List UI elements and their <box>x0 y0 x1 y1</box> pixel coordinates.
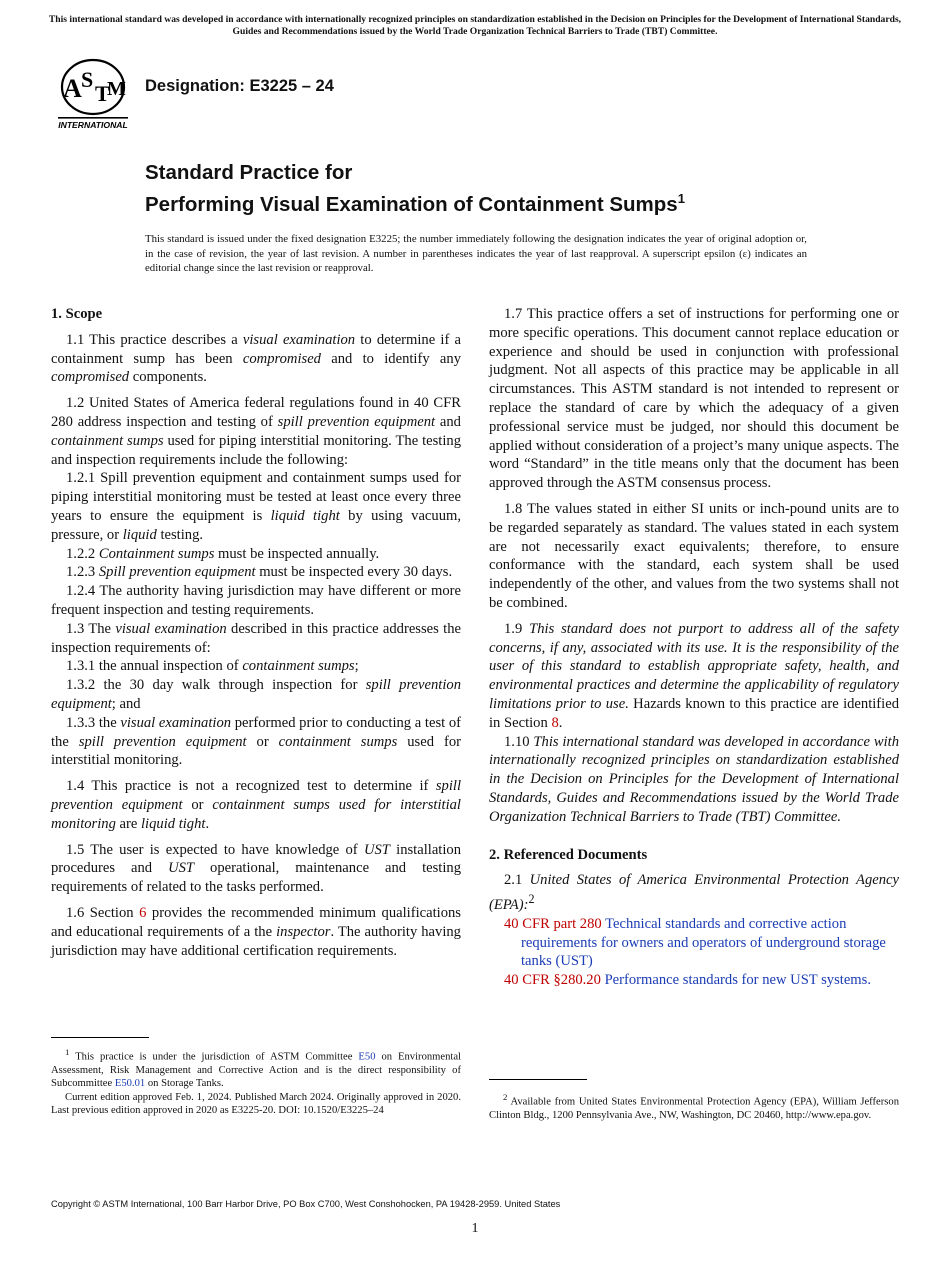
subcommittee-e50-01-link[interactable]: E50.01 <box>114 1078 146 1090</box>
svg-text:M: M <box>107 78 126 100</box>
footnote-1-edition: Current edition approved Feb. 1, 2024. Published March 2024. Originally approved in 2020. Last previous edition approved in 2020 as E3225-20. DOI: 10.1520/E3225–24 <box>51 1091 461 1117</box>
reference-1-code[interactable]: 40 CFR part 280 <box>504 915 602 932</box>
para-1-8: 1.8 The values stated in either SI units or inch-pound units are to be regarded separately as standard. The values stated in each system are not necessarily exact equivalents; therefore, to ensure conformance with the standard, each system shall be used independently of the other, and values from the two systems shall not be combined. <box>489 500 899 611</box>
footnote-2-ref[interactable]: 2 <box>528 892 535 907</box>
reference-1-title[interactable]: Technical standards and corrective action requirements for owners and operators of underground storage tanks (UST) <box>521 915 886 970</box>
page-number: 1 <box>471 1221 479 1236</box>
copyright: Copyright © ASTM International, 100 Barr Harbor Drive, PO Box C700, West Conshohocken, PA 19428-2959. United States <box>51 1199 561 1209</box>
para-2-1: 2.1 United States of America Environmental Protection Agency (EPA):$^2$ <box>489 872 900 913</box>
title-line-1: Standard Practice for <box>145 161 353 184</box>
para-1-6: 1.6 Section 6 provides the recommended minimum qualifications and educational requirements of a the inspector. The authority having jurisdiction may have additional certification requirements. <box>51 904 461 959</box>
para-1-2-4: 1.2.4 The authority having jurisdiction may have different or more frequent inspection and testing requirements. <box>51 583 461 618</box>
reference-2-code[interactable]: 40 CFR §280.20 <box>504 972 601 989</box>
section-8-link[interactable]: 8 <box>551 714 559 731</box>
para-1-4: 1.4 This practice is not a recognized test to determine if spill prevention equipment or containment sumps used for interstitial monitoring are liquid tight. <box>51 778 461 832</box>
reference-2-title[interactable]: Performance standards for new UST systems. <box>604 972 871 989</box>
reference-2 <box>489 971 899 990</box>
footnote-rule-left <box>51 1037 149 1038</box>
para-1-2-3: 1.2.3 Spill prevention equipment must be inspected every 30 days. <box>66 564 453 581</box>
para-1-3-1: 1.3.1 the annual inspection of containment sumps; <box>66 658 359 675</box>
astm-logo-icon <box>52 57 134 131</box>
section-1-heading: 1. Scope <box>51 306 103 322</box>
para-1-10: 1.10 This international standard was developed in accordance with internationally recognized principles on standardization established in the Decision on Principles for the Development of International Standards, Guides and Recommendations issued by the World Trade Organization Technical Barriers to Trade (TBT) Committee. <box>489 733 900 825</box>
issued-note: This standard is issued under the fixed designation E3225; the number immediately following the designation indicates the year of original adoption or, in the case of revision, the year of last revision. A number in parentheses indicates the year of last reapproval. A superscript epsilon (ε) indicates an editorial change since the last revision or reapproval. <box>145 233 807 274</box>
svg-text:S: S <box>81 67 94 92</box>
footnote-1 <box>51 1046 461 1118</box>
para-1-5: 1.5 The user is expected to have knowledge of UST installation procedures and UST operational, maintenance and testing requirements of related to the tasks performed. <box>51 841 462 896</box>
para-1-9: 1.9 This standard does not purport to address all of the safety concerns, if any, associated with its use. It is the responsibility of the user of this standard to establish appropriate safety, health, and environmental practices and determine the applicability of regulatory limitations prior to use. Hazards known to this practice are identified in Section 8. <box>489 620 899 731</box>
para-1-3-3: 1.3.3 the visual examination performed prior to conducting a test of the spill prevention equipment or containment sumps used for interstitial monitoring. <box>51 714 462 769</box>
svg-text:A: A <box>63 74 82 103</box>
section-6-link[interactable]: 6 <box>139 904 147 921</box>
committee-e50-link[interactable]: E50 <box>358 1051 376 1063</box>
para-1-3: 1.3 The visual examination described in this practice addresses the inspection requirements of: <box>51 620 461 656</box>
footnote-2 <box>489 1091 899 1122</box>
logo-caption: INTERNATIONAL <box>58 120 128 130</box>
para-1-7: 1.7 This practice offers a set of instructions for performing one or more specific operations. This document cannot replace education or experience and should be used in conjunction with professional judgment. Not all aspects of this practice may be applicable in all circumstances. This ASTM standard is not intended to represent or replace the standard of care by which the adequacy of a given professional service must be judged, nor should this document be applied without consideration of a project’s many unique aspects. The word “Standard” in the title means only that the document has been approved through the ASTM consensus process. <box>489 306 899 492</box>
title-line-2: Performing Visual Examination of Containment Sumps$^1$ <box>145 191 685 216</box>
reference-1 <box>489 915 899 971</box>
title-footnote-mark: 1 <box>677 191 685 206</box>
para-1-2: 1.2 United States of America federal regulations found in 40 CFR 280 address inspection and testing of spill prevention equipment and containment sumps used for piping interstitial monitoring. The testing and inspection requirements include the following: <box>51 395 461 468</box>
para-1-2-2: 1.2.2 Containment sumps must be inspected annually. <box>66 545 380 562</box>
designation: Designation: E3225 – 24 <box>145 77 334 95</box>
footnote-rule-right <box>489 1079 587 1080</box>
footnote-1-text: $^1$ This practice is under the jurisdiction of ASTM Committee E50 on Environmental Assessment, Risk Management and Corrective Action and is the direct responsibility of Subcommittee E50.01 on Storage Tanks. <box>51 1047 461 1090</box>
para-1-2-1: 1.2.1 Spill prevention equipment and containment sumps used for piping interstitial monitoring must be tested at least once every three years to ensure the equipment is liquid tight by using vacuum, pressure, or liquid testing. <box>51 470 461 543</box>
svg-text:T: T <box>95 81 110 106</box>
top-note: This international standard was developed in accordance with internationally recognized principles on standardization established in the Decision on Principles for the Development of International Standards, Guides and Recommendations issued by the World Trade Organization Technical Barriers to Trade (TBT) Committee. <box>48 14 902 37</box>
left-column <box>51 305 461 960</box>
footnote-2-text: $^2$ Available from United States Environmental Protection Agency (EPA), William Jefferson Clinton Bldg., 1200 Pennsylvania Ave., NW, Washington, DC 20460, http://www.epa.gov. <box>489 1092 899 1121</box>
para-1-3-2: 1.3.2 the 30 day walk through inspection for spill prevention equipment; and <box>51 677 462 712</box>
page-title <box>145 160 685 218</box>
section-2-heading: 2. Referenced Documents <box>489 846 648 863</box>
right-column <box>489 305 899 990</box>
para-1-1: 1.1 This practice describes a visual examination to determine if a containment sump has been compromised and to identify any compromised components. <box>51 331 462 386</box>
